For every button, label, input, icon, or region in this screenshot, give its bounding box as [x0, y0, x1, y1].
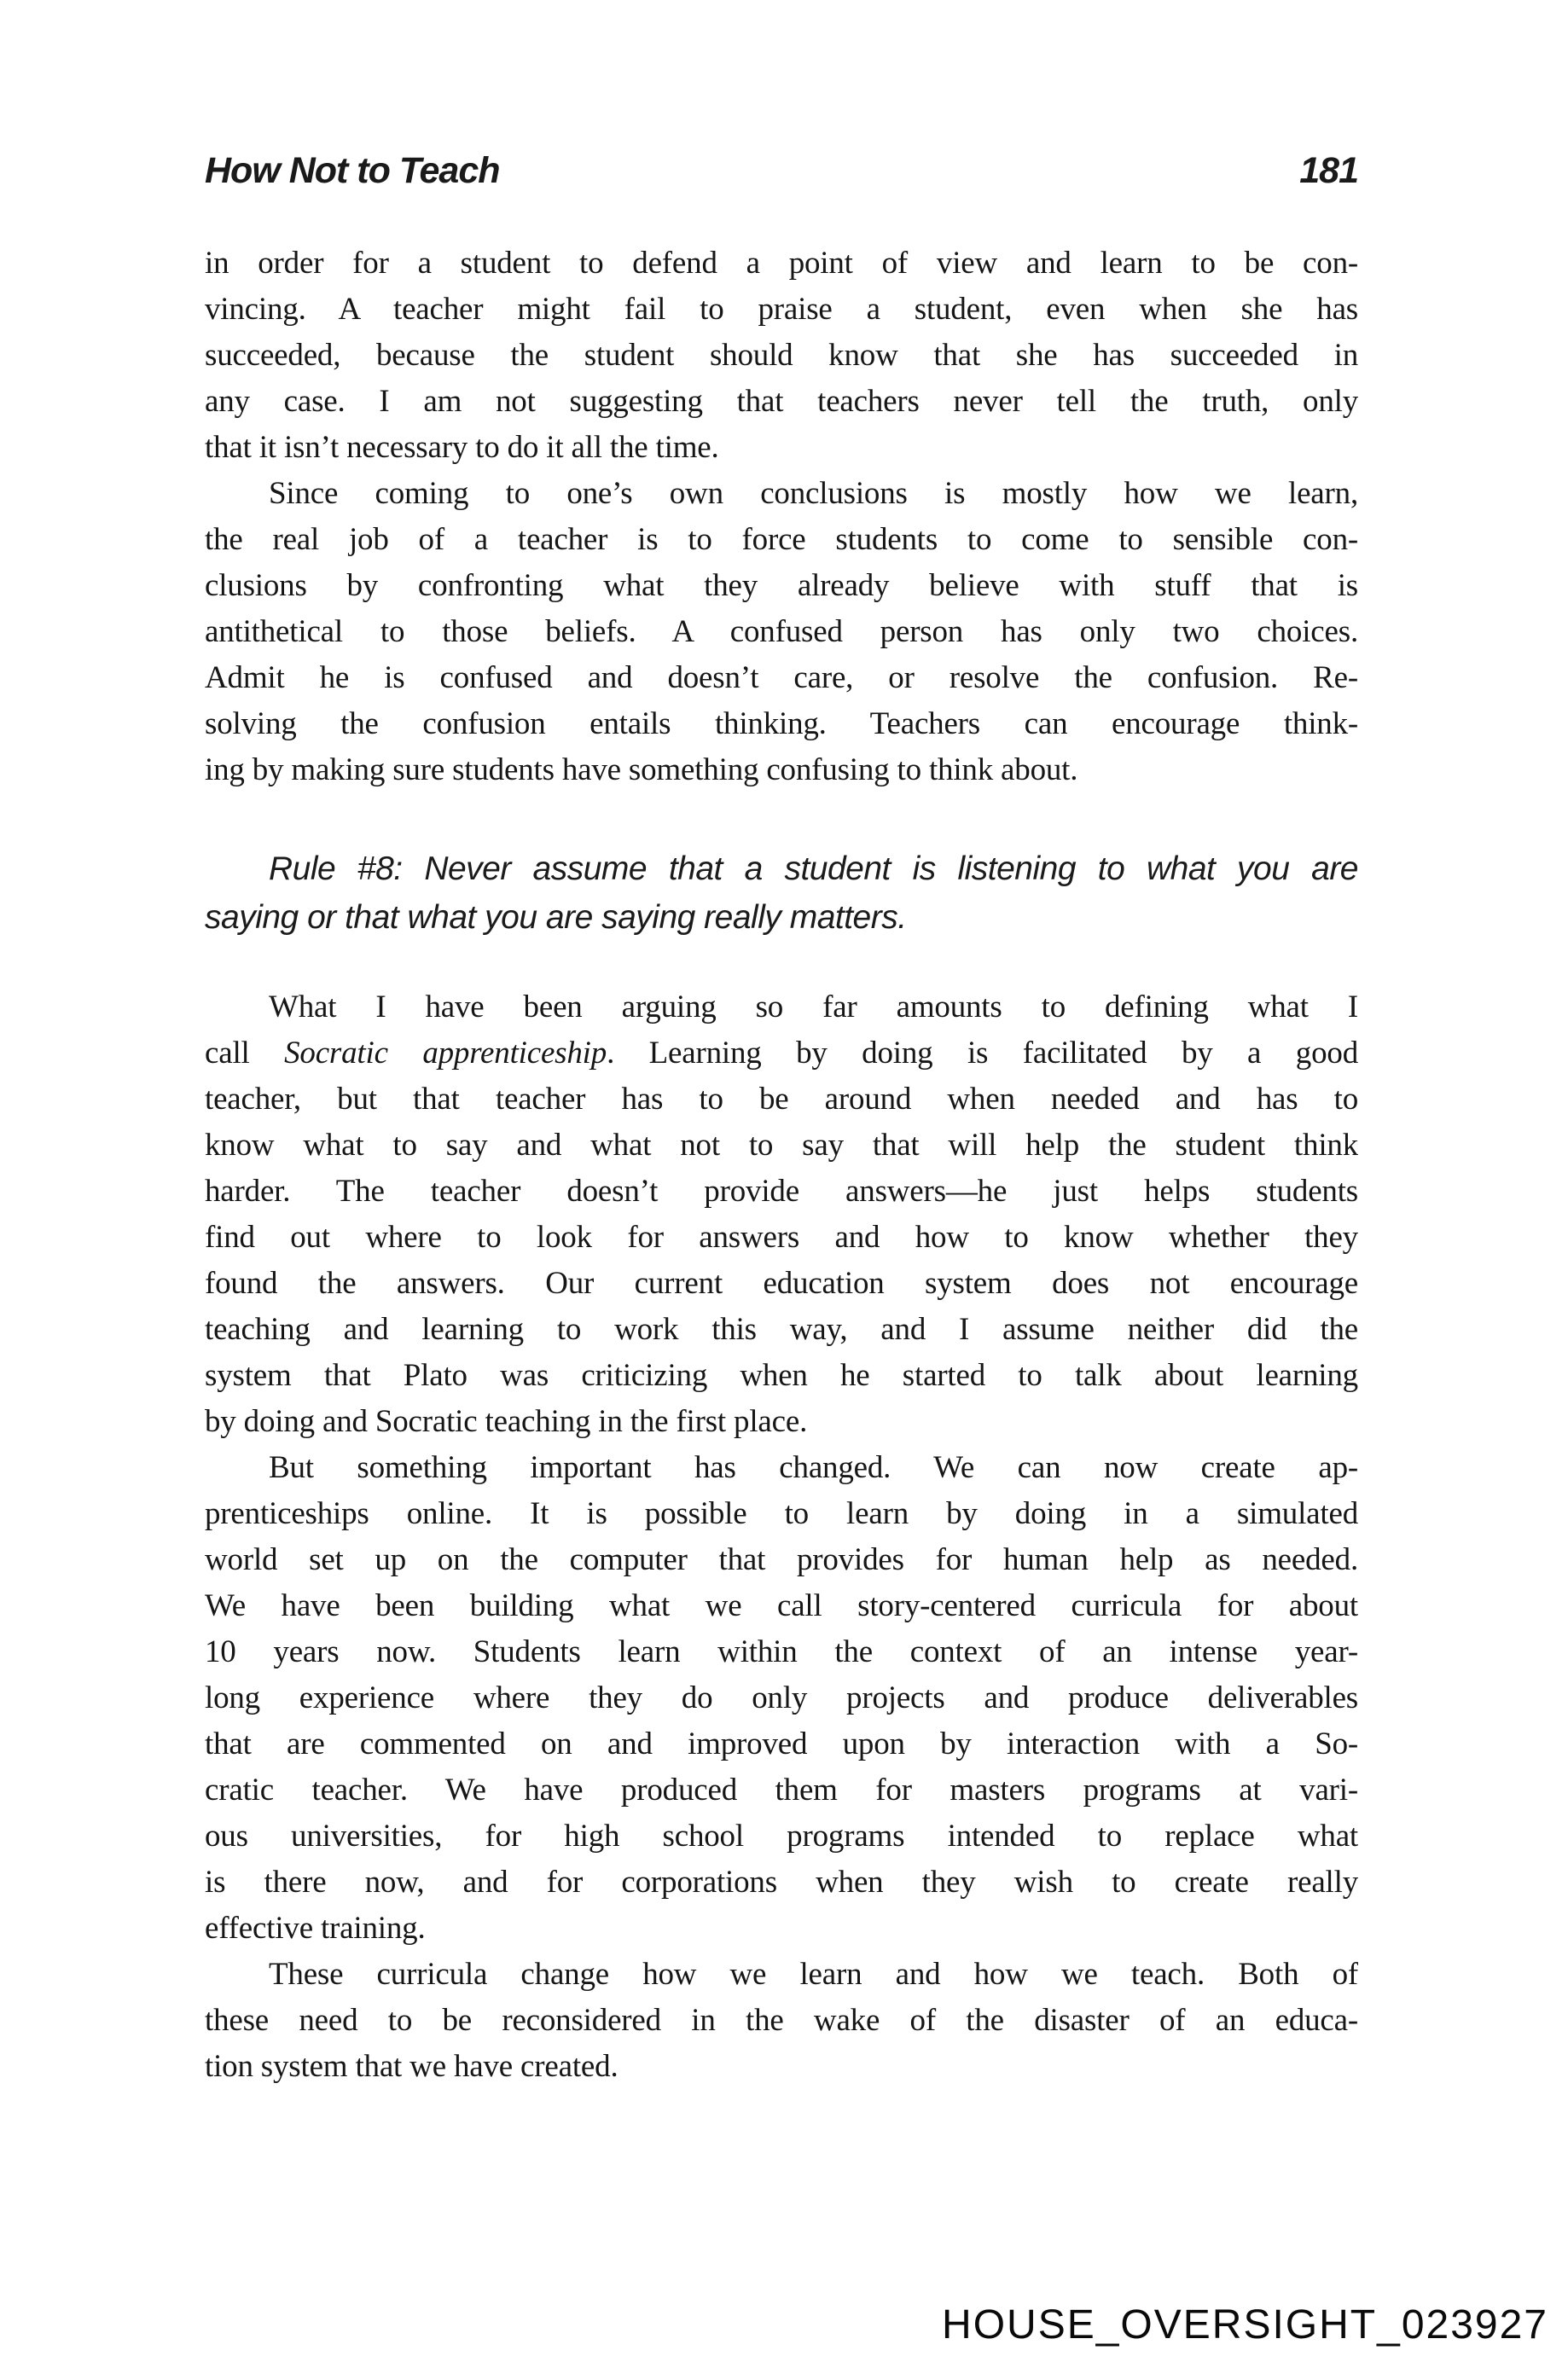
text-line: long experience where they do only projects and produce deliverables [205, 1680, 1358, 1715]
text-line: clusions by confronting what they already believe with stuff that is [205, 568, 1358, 603]
text-line: the real job of a teacher is to force students to come to sensible con- [205, 522, 1358, 557]
text-line: teacher, but that teacher has to be around when needed and has to [205, 1082, 1358, 1117]
text-line: effective training. [205, 1911, 426, 1946]
text-line: Since coming to one’s own conclusions is mostly how we learn, [269, 476, 1358, 511]
running-head-title: How Not to Teach [205, 150, 500, 191]
text-line: ous universities, for high school programs intended to replace what [205, 1819, 1358, 1854]
text-line: Rule #8: Never assume that a student is listening to what you are [269, 850, 1358, 887]
paragraph [205, 1952, 1358, 2090]
text-line: teaching and learning to work this way, and I assume neither did the [205, 1312, 1358, 1347]
text-line: these need to be reconsidered in the wake of the disaster of an educa- [205, 2003, 1358, 2038]
text-line: Admit he is confused and doesn’t care, or resolve the confusion. Re- [205, 660, 1358, 695]
paragraph [205, 471, 1358, 793]
text-line: found the answers. Our current education system does not encourage [205, 1266, 1358, 1301]
rule-callout [205, 844, 1358, 942]
text-line: antithetical to those beliefs. A confused person has only two choices. [205, 614, 1358, 649]
text-line: vincing. A teacher might fail to praise a student, even when she has [205, 292, 1358, 327]
text-line: in order for a student to defend a point of view and learn to be con- [205, 246, 1358, 281]
text-line: by doing and Socratic teaching in the first place. [205, 1404, 808, 1439]
bates-stamp: HOUSE_OVERSIGHT_023927 [942, 2302, 1548, 2347]
page-number: 181 [1299, 150, 1358, 191]
text-line: 10 years now. Students learn within the context of an intense year- [205, 1634, 1358, 1669]
text-line: prenticeships online. It is possible to learn by doing in a simulated [205, 1496, 1358, 1531]
text-line: These curricula change how we learn and how we teach. Both of [269, 1957, 1358, 1992]
paragraph [205, 984, 1358, 1445]
text-line: saying or that what you are saying really matters. [205, 899, 907, 936]
paragraph [205, 1445, 1358, 1952]
text-line: cratic teacher. We have produced them for masters programs at vari- [205, 1773, 1358, 1808]
text-line: succeeded, because the student should know that she has succeeded in [205, 338, 1358, 373]
text-line: tion system that we have created. [205, 2049, 618, 2084]
text-line: solving the confusion entails thinking. Teachers can encourage think- [205, 706, 1358, 741]
text-line: world set up on the computer that provides for human help as needed. [205, 1542, 1358, 1577]
paragraph [205, 241, 1358, 471]
running-head [205, 150, 1358, 192]
text-line: What I have been arguing so far amounts to defining what I [269, 989, 1358, 1024]
page-body [205, 241, 1358, 2090]
text-line: harder. The teacher doesn’t provide answers—he just helps students [205, 1174, 1358, 1209]
text-line: find out where to look for answers and how to know whether they [205, 1220, 1358, 1255]
text-line: know what to say and what not to say that will help the student think [205, 1128, 1358, 1163]
text-line: system that Plato was criticizing when he started to talk about learning [205, 1358, 1358, 1393]
text-line: that it isn’t necessary to do it all the time. [205, 430, 719, 465]
text-line: any case. I am not suggesting that teachers never tell the truth, only [205, 384, 1358, 419]
text-line: call Socratic apprenticeship. Learning by doing is facilitated by a good [205, 1036, 1358, 1071]
text-line: that are commented on and improved upon by interaction with a So- [205, 1727, 1358, 1761]
text-line: We have been building what we call story-centered curricula for about [205, 1588, 1358, 1623]
text-line: ing by making sure students have something confusing to think about. [205, 752, 1078, 787]
text-line: is there now, and for corporations when they wish to create really [205, 1865, 1358, 1900]
text-line: But something important has changed. We can now create ap- [269, 1450, 1358, 1485]
